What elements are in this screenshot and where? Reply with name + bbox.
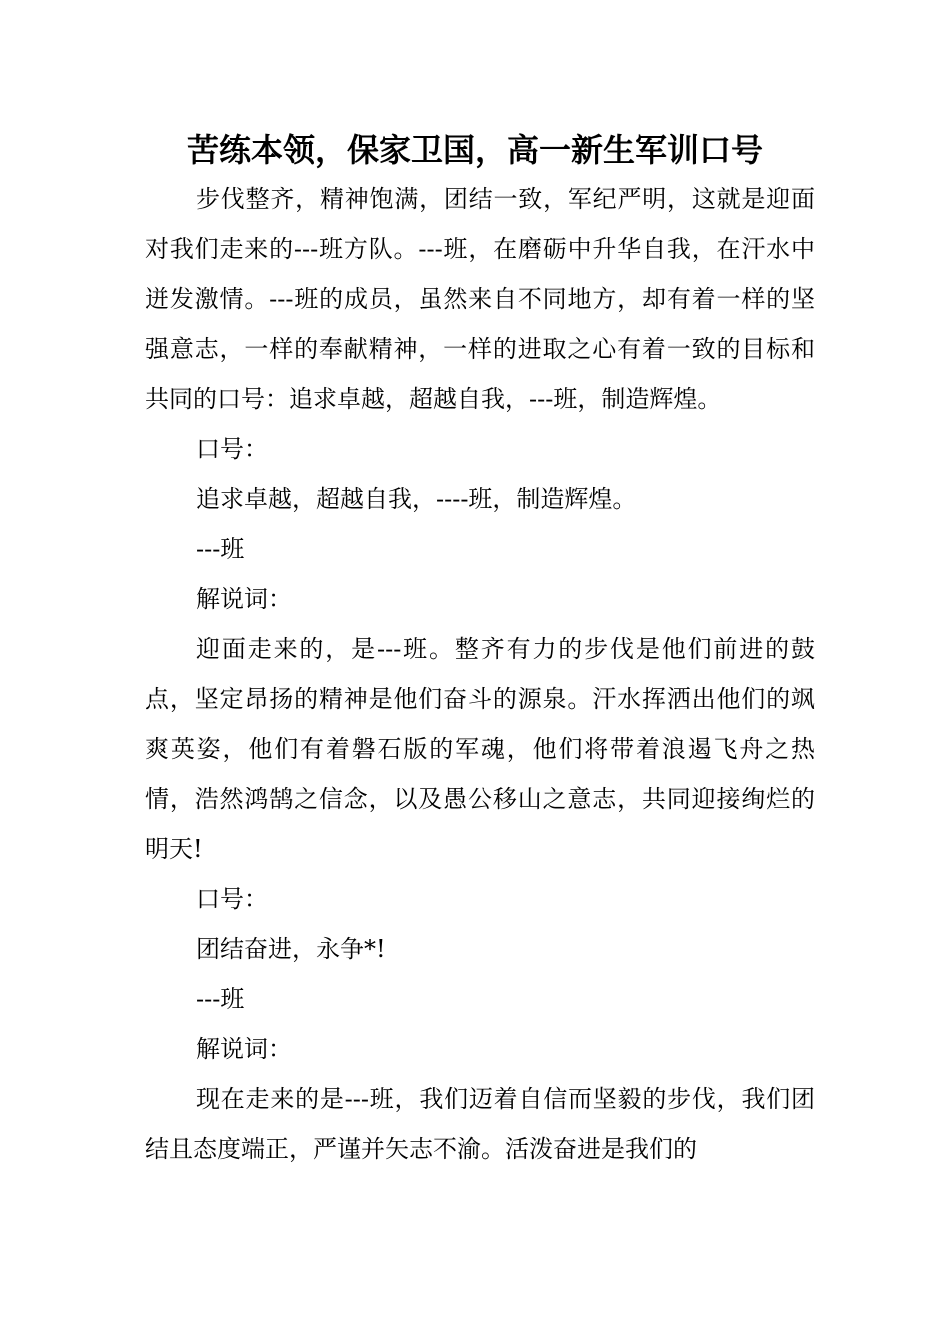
paragraph-class-label: ---班 <box>196 985 245 1013</box>
paragraph-slogan: 追求卓越，超越自我，----班，制造辉煌。 <box>196 485 637 513</box>
paragraph-commentary: 现在走来的是---班，我们迈着自信而坚毅的步伐，我们团结且态度端正，严谨并矢志不渝。活泼奋进是我们的 <box>145 1085 815 1163</box>
paragraph-commentary: 迎面走来的，是---班。整齐有力的步伐是他们前进的鼓点，坚定昂扬的精神是他们奋斗的源泉。汗水挥洒出他们的飒爽英姿，他们有着磐石版的军魂，他们将带着浪遏飞舟之热情，浩然鸿鹄之信念，以及愚公移山之意志，共同迎接绚烂的明天! <box>145 635 815 863</box>
paragraph-slogan-label: 口号： <box>196 435 268 463</box>
paragraph-slogan-label: 口号： <box>196 885 268 913</box>
paragraph-commentary-label: 解说词： <box>196 1035 292 1063</box>
paragraph-slogan: 团结奋进，永争*! <box>196 935 386 963</box>
paragraph-commentary-label: 解说词： <box>196 585 292 613</box>
document-title: 苦练本领，保家卫国，高一新生军训口号 <box>186 131 763 169</box>
paragraph-intro: 步伐整齐，精神饱满，团结一致，军纪严明，这就是迎面对我们走来的---班方队。---班，在磨砺中升华自我，在汗水中迸发激情。---班的成员，虽然来自不同地方，却有着一样的坚强意志，一样的奉献精神，一样的进取之心有着一致的目标和共同的口号：追求卓越，超越自我，---班，制造辉煌。 <box>145 185 815 413</box>
paragraph-class-label: ---班 <box>196 535 245 563</box>
document-body <box>145 174 815 1174</box>
